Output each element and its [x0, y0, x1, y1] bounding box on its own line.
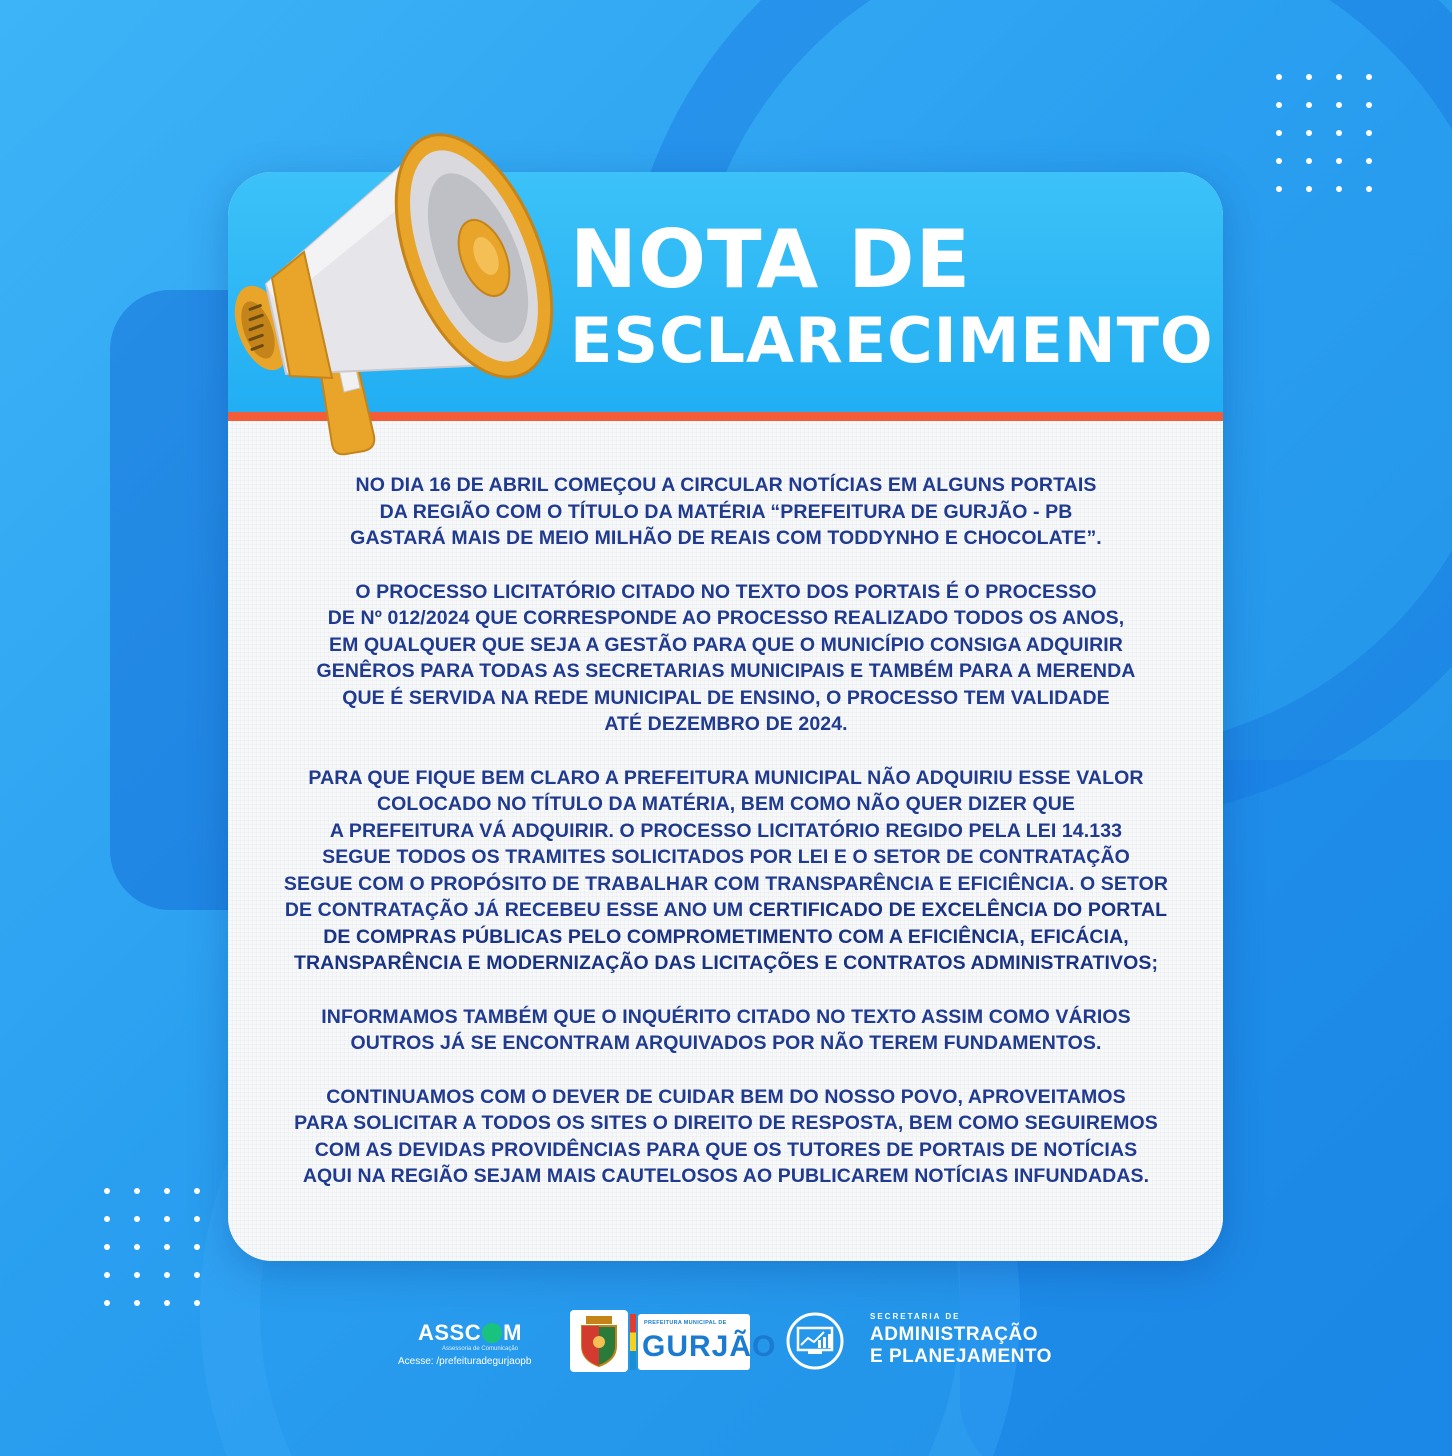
paragraph-4: INFORMAMOS TAMBÉM QUE O INQUÉRITO CITADO NO TEXTO ASSIM COMO VÁRIOS OUTROS JÁ SE ENCONTRAM ARQUIVADOS POR NÃO TEREM FUNDAMENTOS.: [321, 1005, 1131, 1054]
paragraph-3-highlight: CERTIFICADO DE EXCELÊNCIA DO PORTAL DE COMPRAS PÚBLICAS PELO COMPROMETIMENTO COM A EFICIÊNCIA, EFICÁCIA, TRANSPARÊNCIA E MODERNIZAÇÃO DAS LICITAÇÕES E CONTRATOS ADMINISTRATIVOS;: [293, 899, 1168, 974]
dot-grid-top-right: [1276, 74, 1372, 192]
asscom-logo: [398, 1320, 532, 1376]
asscom-name-post: M: [503, 1320, 522, 1345]
social-access-text: Acesse: /prefeituradegurjaopb: [398, 1356, 532, 1367]
paragraph-3: [236, 765, 1216, 977]
paragraph-5: CONTINUAMOS COM O DEVER DE CUIDAR BEM DO NOSSO POVO, APROVEITAMOS PARA SOLICITAR A TODOS OS SITES O DIREITO DE RESPOSTA, BEM COMO SEGUIREMOS COM AS DEVIDAS PROVIDÊNCIAS PARA QUE OS TUTORES DE PORTAIS DE NOTÍCIAS AQUI NA REGIÃO SEJAM MAIS CAUTELOSOS AO PUBLICAREM NOTÍCIAS INFUNDADAS.: [294, 1085, 1158, 1187]
paragraph-1: NO DIA 16 DE ABRIL COMEÇOU A CIRCULAR NOTÍCIAS EM ALGUNS PORTAIS DA REGIÃO COM O TÍTULO DA MATÉRIA “PREFEITURA DE GURJÃO - PB GASTARÁ MAIS DE MEIO MILHÃO DE REAIS COM TODDYNHO E CHOCOLATE”.: [350, 474, 1102, 549]
gurjao-logo: [570, 1310, 777, 1372]
asscom-o-icon: [482, 1323, 502, 1343]
secretaria-line-2: E PLANEJAMENTO: [870, 1346, 1052, 1367]
asscom-subtitle: Assessoria de Comunicação: [442, 1346, 519, 1352]
notice-body: [236, 472, 1216, 1190]
secretaria-line-1: ADMINISTRAÇÃO: [870, 1324, 1038, 1345]
paragraph-2: O PROCESSO LICITATÓRIO CITADO NO TEXTO DOS PORTAIS É O PROCESSO DE Nº 012/2024 QUE CORRESPONDE AO PROCESSO REALIZADO TODOS OS ANOS, EM QUALQUER QUE SEJA A GESTÃO PARA QUE O MUNICÍPIO CONSIGA ADQUIRIR GENÊROS PARA TODAS AS SECRETARIAS MUNICIPAIS E TAMBÉM PARA A MERENDA QUE É SERVIDA NA REDE MUNICIPAL DE ENSINO, O PROCESSO TEM VALIDADE ATÉ DEZEMBRO DE 2024.: [316, 580, 1136, 735]
gurjao-small-label: PREFEITURA MUNICIPAL DE: [644, 1320, 727, 1326]
secretaria-logo: [784, 1310, 1074, 1374]
megaphone-icon: [228, 106, 558, 466]
coat-of-arms-icon: [570, 1310, 628, 1372]
social-access[interactable]: [398, 1356, 531, 1367]
flag-stripe: [630, 1314, 636, 1370]
chart-icon: [784, 1310, 846, 1372]
page-title: [570, 213, 1214, 377]
gurjao-name: GURJÃO: [642, 1330, 777, 1363]
paragraph-3-text: PARA QUE FIQUE BEM CLARO A PREFEITURA MUNICIPAL NÃO ADQUIRIU ESSE VALOR COLOCADO NO TÍTULO DA MATÉRIA, BEM COMO NÃO QUER DIZER QUE A PREFEITURA VÁ ADQUIRIR. O PROCESSO LICITATÓRIO REGIDO PELA LEI 14.133 SEGUE TODOS OS TRAMITES SOLICITADOS POR LEI E O SETOR DE CONTRATAÇÃO SEGUE COM O PROPÓSITO DE TRABALHAR COM TRANSPARÊNCIA E EFICIÊNCIA. O SETOR DE CONTRATAÇÃO JÁ RECEBEU ESSE ANO UM: [283, 766, 1169, 921]
secretaria-small-label: SECRETARIA DE: [870, 1312, 961, 1321]
title-line-1: NOTA DE: [570, 213, 972, 306]
asscom-name-pre: ASSC: [418, 1320, 482, 1345]
title-line-2: ESCLARECIMENTO: [570, 304, 1214, 377]
gurjao-wordmark: [638, 1314, 777, 1370]
footer-logos: [0, 1300, 1452, 1390]
dot-grid-bottom-left: [104, 1188, 200, 1306]
asscom-wordmark: [418, 1320, 522, 1346]
